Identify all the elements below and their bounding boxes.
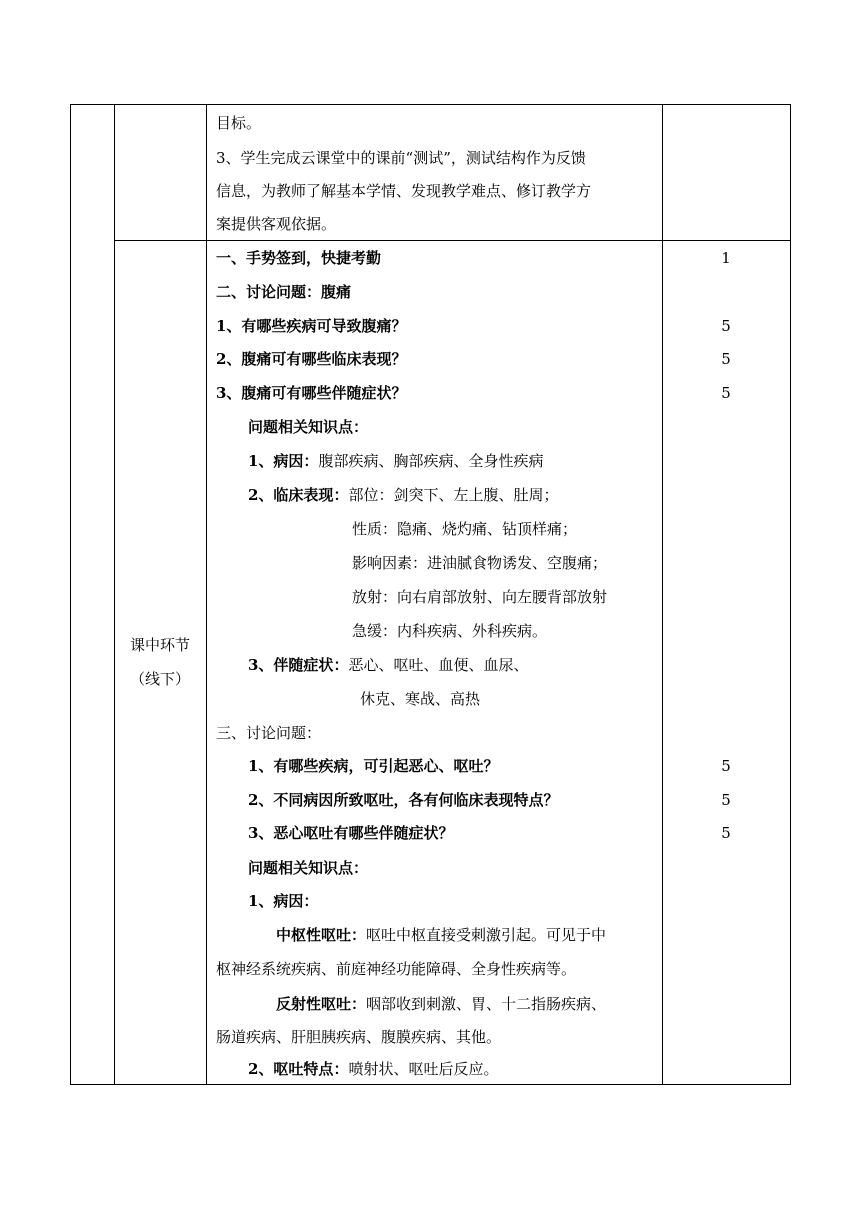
central-vomiting-line-2: 枢神经系统疾病、前庭神经功能障碍、全身性疾病等。 xyxy=(216,960,577,978)
central-vomiting-line xyxy=(276,925,606,945)
time-value: 5 xyxy=(721,317,731,335)
vomit-question-3: 3、恶心呕吐有哪些伴随症状？ xyxy=(248,824,454,842)
time-value: 1 xyxy=(721,249,731,267)
knowledge-cause-label: 1、病因： xyxy=(248,452,319,470)
table-left-border xyxy=(70,104,71,1085)
column-divider-2 xyxy=(206,104,207,1085)
table-top-border xyxy=(70,104,791,105)
reflex-vomiting-text: 咽部收到刺激、胃、十二指肠疾病、 xyxy=(366,995,607,1013)
time-value: 5 xyxy=(721,350,731,368)
vomit-cause-heading: 1、病因： xyxy=(248,892,319,910)
reflex-vomiting-line-2: 肠道疾病、肝胆胰疾病、腹膜疾病、其他。 xyxy=(216,1028,502,1046)
section-label-line-2: （线下） xyxy=(129,670,190,688)
central-vomiting-label: 中枢性呕吐： xyxy=(276,926,367,944)
column-divider-3 xyxy=(662,104,663,1085)
vomit-question-2: 2、不同病因所致呕吐，各有何临床表现特点？ xyxy=(248,791,559,809)
time-value: 5 xyxy=(721,757,731,775)
time-value: 5 xyxy=(721,791,731,809)
question-3: 3、腹痛可有哪些伴随症状？ xyxy=(216,384,407,402)
factors-line: 影响因素：进油腻食物诱发、空腹痛； xyxy=(352,554,608,572)
accompanying-symptoms-line-2: 休克、寒战、高热 xyxy=(360,690,481,708)
question-2: 2、腹痛可有哪些临床表现？ xyxy=(216,350,407,368)
time-value: 5 xyxy=(721,384,731,402)
accompanying-symptoms-text: 恶心、呕吐、血便、血尿、 xyxy=(348,656,529,674)
accompanying-symptoms-label: 3、伴随症状： xyxy=(248,656,349,674)
knowledge-cause-line xyxy=(248,451,543,471)
reflex-vomiting-line xyxy=(276,994,606,1014)
knowledge-points-heading: 问题相关知识点： xyxy=(248,418,369,436)
knowledge-points-heading-2: 问题相关知识点： xyxy=(248,859,369,877)
vomit-features-text: 喷射状、呕吐后反应。 xyxy=(348,1060,499,1078)
accompanying-symptoms-line xyxy=(248,655,528,675)
clinical-presentation-label: 2、临床表现： xyxy=(248,486,349,504)
urgency-line: 急缓：内科疾病、外科疾病。 xyxy=(352,622,548,640)
vomit-features-line xyxy=(248,1059,498,1079)
nature-line: 性质：隐痛、烧灼痛、钻顶样痛； xyxy=(352,520,578,538)
row-divider xyxy=(114,240,791,241)
question-1: 1、有哪些疾病可导致腹痛？ xyxy=(216,317,407,335)
heading-discussion-3: 三、讨论问题： xyxy=(216,724,322,742)
knowledge-cause-text: 腹部疾病、胸部疾病、全身性疾病 xyxy=(318,452,544,470)
table-right-border xyxy=(790,104,791,1085)
reflex-vomiting-label: 反射性呕吐： xyxy=(276,995,367,1013)
prev-row-line-3: 信息，为教师了解基本学情、发现教学难点、修订教学方 xyxy=(216,182,592,200)
clinical-presentation-line xyxy=(248,485,558,505)
time-value: 5 xyxy=(721,824,731,842)
prev-row-line-2: 3、学生完成云课堂中的课前“测试”，测试结构作为反馈 xyxy=(216,149,586,167)
column-divider-1 xyxy=(114,104,115,1085)
heading-discussion-abdominal-pain: 二、讨论问题：腹痛 xyxy=(216,283,352,301)
vomit-question-1: 1、有哪些疾病，可引起恶心、呕吐？ xyxy=(248,757,499,775)
vomit-features-label: 2、呕吐特点： xyxy=(248,1060,349,1078)
section-label-line-1: 课中环节 xyxy=(129,636,190,654)
central-vomiting-text: 呕吐中枢直接受刺激引起。可见于中 xyxy=(366,926,607,944)
radiation-line: 放射：向右肩部放射、向左腰背部放射 xyxy=(352,588,608,606)
prev-row-line-4: 案提供客观依据。 xyxy=(216,215,337,233)
prev-row-line-1: 目标。 xyxy=(216,114,262,132)
clinical-presentation-text: 部位：剑突下、左上腹、肚周； xyxy=(348,486,559,504)
table-bottom-border xyxy=(70,1084,791,1085)
item-sign-in: 一、手势签到，快捷考勤 xyxy=(216,249,382,267)
